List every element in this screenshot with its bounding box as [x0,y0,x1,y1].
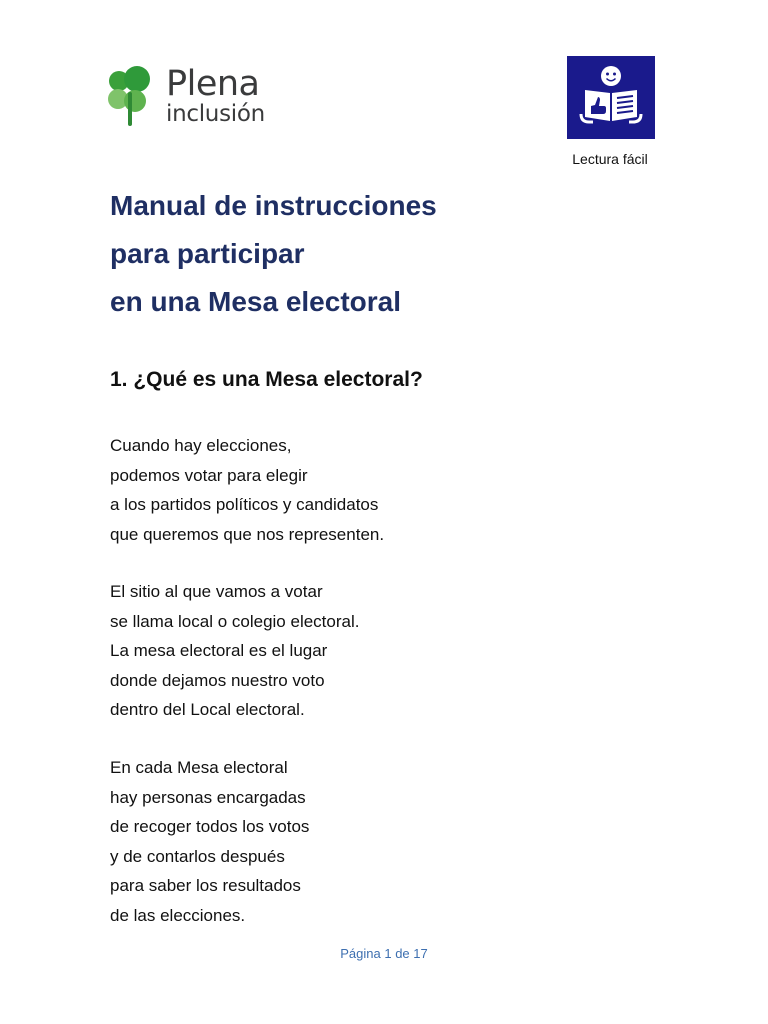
paragraph-line: para saber los resultados [110,876,301,895]
paragraph-line: de recoger todos los votos [110,817,310,836]
paragraph-line: se llama local o colegio electoral. [110,611,360,631]
plena-inclusion-logo [108,66,288,128]
logo-word-plena: Plena [166,64,260,104]
paragraph-line: de las elecciones. [110,905,246,925]
paragraph-line: El sitio al que vamos a votar [110,582,323,601]
title-line: para participar [110,238,305,269]
clover-icon [108,66,160,126]
easy-read-badge [567,56,655,139]
logo-word-inclusion: inclusión [166,101,265,127]
page-number: Página 1 de 17 [340,946,428,961]
paragraph-line: En cada Mesa electoral [110,758,288,777]
paragraph-elections [110,431,384,549]
section-heading: 1. ¿Qué es una Mesa electoral? [110,368,423,391]
easy-read-caption: Lectura fácil [572,151,648,167]
paragraph-line: a los partidos políticos y candidatos [110,495,379,514]
paragraph-line: dentro del Local electoral. [110,700,305,719]
paragraph-line: que queremos que nos representen. [110,524,385,544]
paragraph-line: y de contarlos después [110,846,285,866]
paragraph-line: podemos votar para elegir [110,465,308,485]
paragraph-line: donde dejamos nuestro voto [110,670,325,690]
paragraph-polling-place [110,577,359,725]
paragraph-line: La mesa electoral es el lugar [110,641,328,660]
paragraph-line: hay personas encargadas [110,787,306,807]
title-line: en una Mesa electoral [110,286,402,317]
document-title [110,182,437,326]
paragraph-line: Cuando hay elecciones, [110,436,292,455]
paragraph-vote-counting [110,753,309,930]
title-line: Manual de instrucciones [110,190,437,221]
easy-read-icon [567,56,655,139]
